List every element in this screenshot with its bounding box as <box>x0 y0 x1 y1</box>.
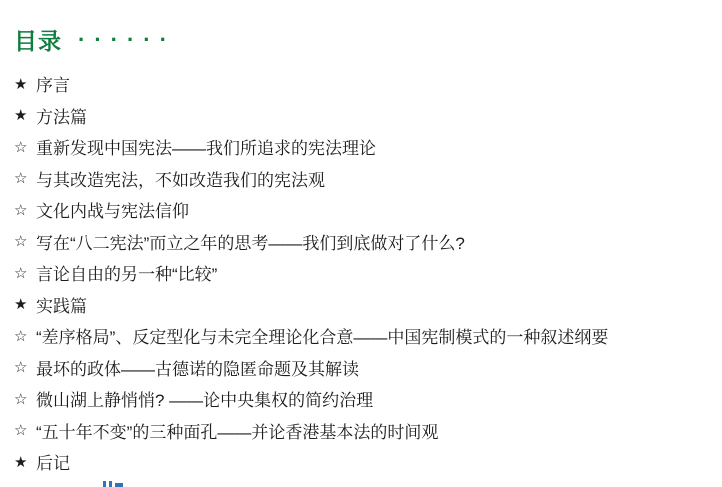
toc-item-label: 后记 <box>36 454 70 474</box>
toc-item-label: 方法篇 <box>36 107 87 127</box>
toc-item-label: 与其改造宪法，不如改造我们的宪法观 <box>36 170 325 190</box>
hollow-star-icon: ☆ <box>14 264 28 282</box>
toc-item-label: 写在“八二宪法”而立之年的思考——我们到底做对了什么? <box>36 233 465 253</box>
toc-item-chapter <box>14 194 712 226</box>
filled-star-icon: ★ <box>14 107 28 125</box>
toc-item-label: 重新发现中国宪法——我们所追求的宪法理论 <box>36 139 376 159</box>
hollow-star-icon: ☆ <box>14 170 28 188</box>
toc-item-preface <box>14 68 712 100</box>
toc-item-chapter <box>14 226 712 258</box>
toc-item-chapter <box>14 320 712 352</box>
toc-item-chapter <box>14 131 712 163</box>
toc-item-label: 文化内战与宪法信仰 <box>36 202 189 222</box>
hollow-star-icon: ☆ <box>14 138 28 156</box>
toc-item-chapter <box>14 415 712 447</box>
link-fragment-mark <box>115 483 123 487</box>
hollow-star-icon: ☆ <box>14 327 28 345</box>
toc-item-label: “差序格局”、反定型化与未完全理论化合意——中国宪制模式的一种叙述纲要 <box>36 328 609 348</box>
toc-item-chapter <box>14 257 712 289</box>
toc-item-chapter <box>14 352 712 384</box>
clipped-link-fragment[interactable] <box>103 481 123 487</box>
page-title: 目录 <box>14 28 62 54</box>
link-fragment-mark <box>109 481 112 487</box>
toc-item-practice-section <box>14 289 712 321</box>
hollow-star-icon: ☆ <box>14 390 28 408</box>
toc-item-label: 最坏的政体——古德诺的隐匿命题及其解读 <box>36 359 359 379</box>
toc-item-label: 序言 <box>36 76 70 96</box>
filled-star-icon: ★ <box>14 453 28 471</box>
toc-item-chapter <box>14 163 712 195</box>
link-fragment-mark <box>103 481 106 487</box>
toc-item-label: 言论自由的另一种“比较” <box>36 265 218 285</box>
filled-star-icon: ★ <box>14 296 28 314</box>
filled-star-icon: ★ <box>14 75 28 93</box>
toc-list <box>14 68 712 478</box>
toc-item-postscript <box>14 446 712 478</box>
toc-item-label: 微山湖上静悄悄? ——论中央集权的简约治理 <box>36 391 374 411</box>
hollow-star-icon: ☆ <box>14 201 28 219</box>
toc-item-method-section <box>14 100 712 132</box>
toc-item-label: “五十年不变”的三种面孔——并论香港基本法的时间观 <box>36 422 439 442</box>
toc-item-chapter <box>14 383 712 415</box>
hollow-star-icon: ☆ <box>14 233 28 251</box>
hollow-star-icon: ☆ <box>14 359 28 377</box>
toc-item-label: 实践篇 <box>36 296 87 316</box>
toc-heading-row <box>14 26 712 56</box>
hollow-star-icon: ☆ <box>14 422 28 440</box>
dot-leader: ······ <box>78 27 176 52</box>
